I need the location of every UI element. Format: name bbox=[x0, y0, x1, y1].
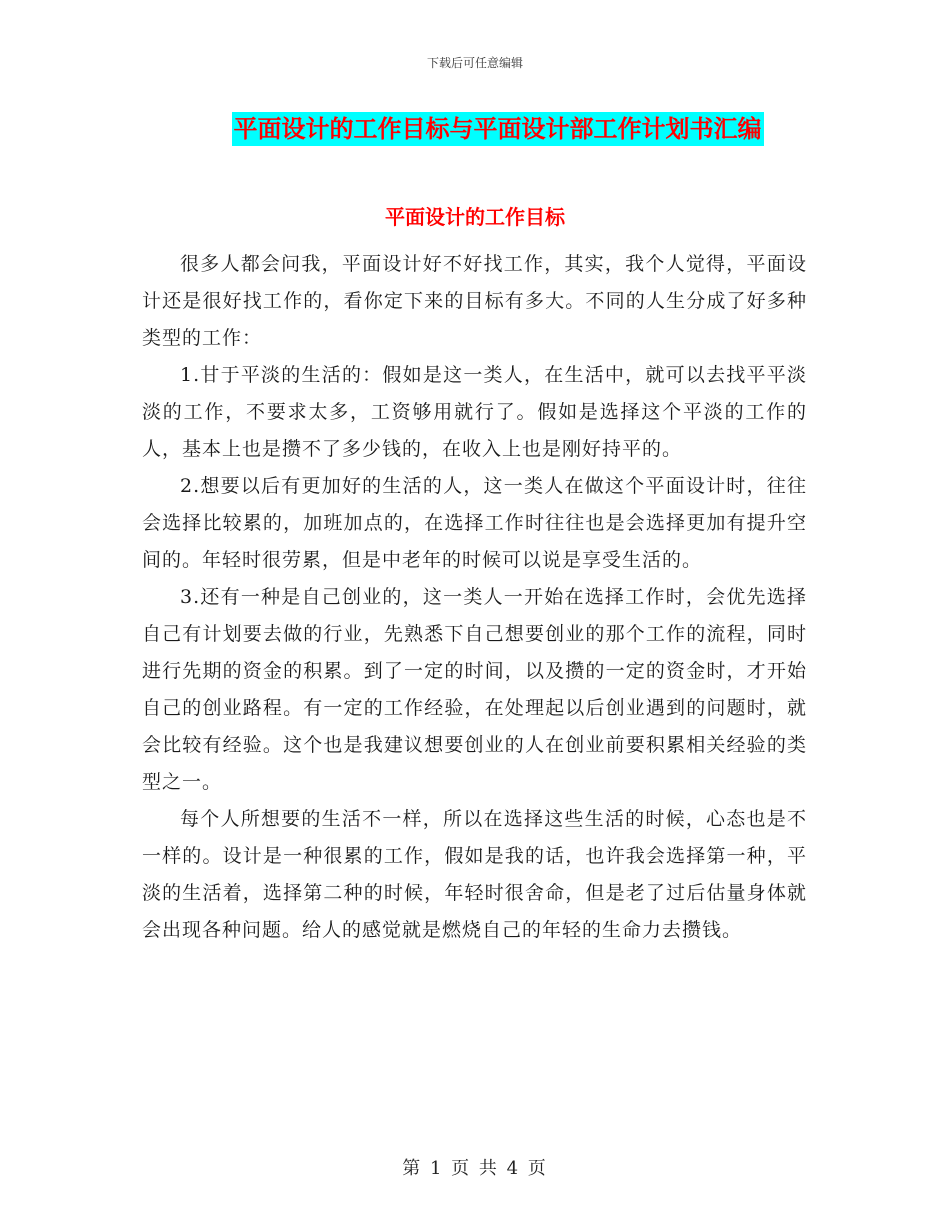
page-header-note: 下载后可任意编辑 bbox=[426, 56, 523, 70]
main-title-container bbox=[0, 112, 950, 146]
body-text bbox=[142, 246, 807, 949]
paragraph-item-1: 1.甘于平淡的生活的：假如是这一类人，在生活中，就可以去找平平淡淡的工作，不要求太多，工资够用就行了。假如是选择这个平淡的工作的人，基本上也是攒不了多少钱的，在收入上也是刚好持平的。 bbox=[142, 364, 807, 460]
section-title: 平面设计的工作目标 bbox=[385, 205, 565, 229]
page-number: 第 1 页 共 4 页 bbox=[402, 1158, 548, 1179]
paragraph-item-2: 2.想要以后有更加好的生活的人，这一类人在做这个平面设计时，往往会选择比较累的，加班加点的，在选择工作时往往也是会选择更加有提升空间的。年轻时很劳累，但是中老年的时候可以说是享受生活的。 bbox=[142, 475, 807, 571]
paragraph-conclusion: 每个人所想要的生活不一样，所以在选择这些生活的时候，心态也是不一样的。设计是一种很累的工作，假如是我的话，也许我会选择第一种，平淡的生活着，选择第二种的时候，年轻时很舍命，但是老了过后估量身体就会出现各种问题。给人的感觉就是燃烧自己的年轻的生命力去攒钱。 bbox=[142, 808, 807, 941]
paragraph-item-3: 3.还有一种是自己创业的，这一类人一开始在选择工作时，会优先选择自己有计划要去做的行业，先熟悉下自己想要创业的那个工作的流程，同时进行先期的资金的积累。到了一定的时间，以及攒的一定的资金时，才开始自己的创业路程。有一定的工作经验，在处理起以后创业遇到的问题时，就会比较有经验。这个也是我建议想要创业的人在创业前要积累相关经验的类型之一。 bbox=[142, 586, 807, 793]
main-title: 平面设计的工作目标与平面设计部工作计划书汇编 bbox=[232, 112, 764, 146]
paragraph-intro: 很多人都会问我，平面设计好不好找工作，其实，我个人觉得，平面设计还是很好找工作的，看你定下来的目标有多大。不同的人生分成了好多种类型的工作： bbox=[142, 253, 807, 349]
